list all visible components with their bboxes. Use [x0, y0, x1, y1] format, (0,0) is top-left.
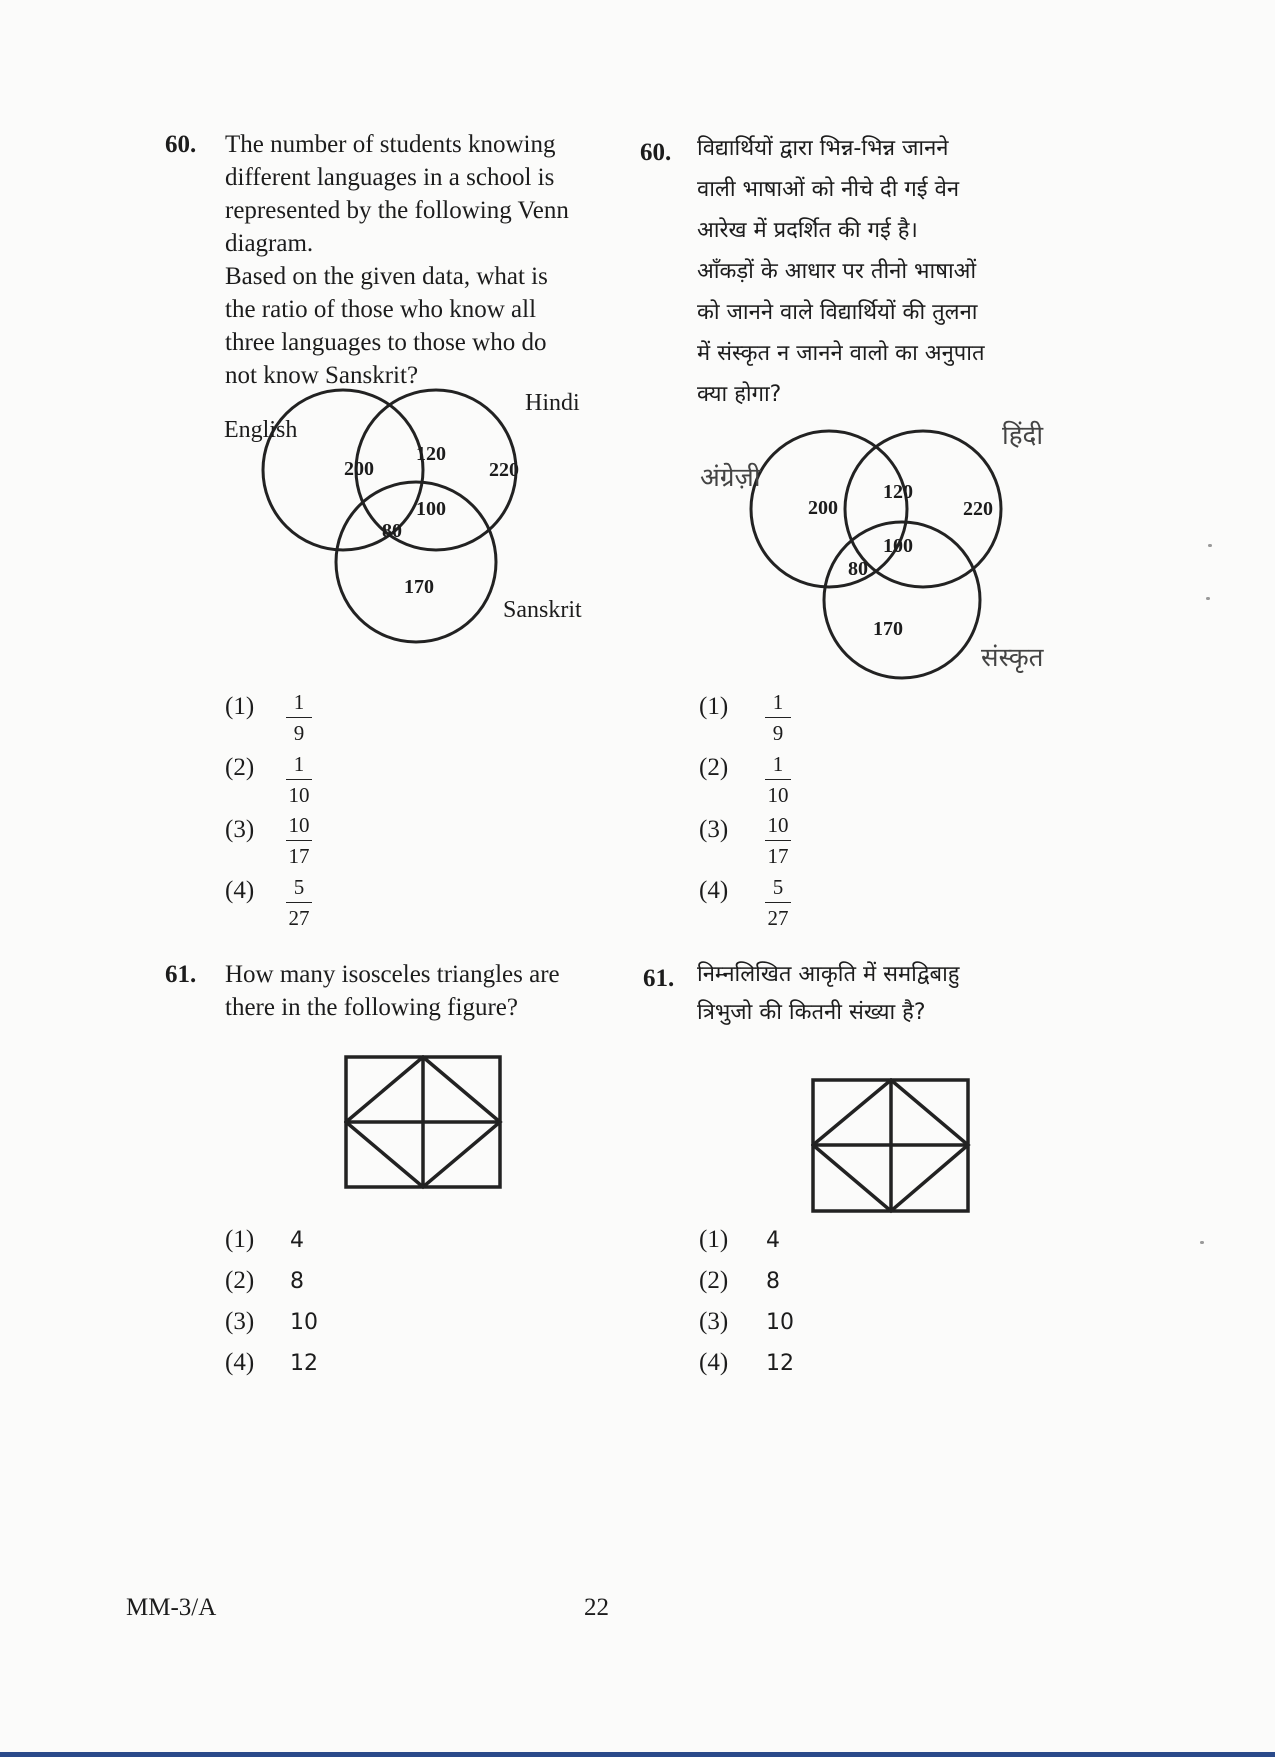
numerator: 5: [772, 875, 784, 899]
venn-value-english-only-hi: 200: [808, 497, 838, 519]
q60-hi-option-3-label: (3): [699, 816, 729, 843]
q60-en-line: Based on the given data, what is: [225, 263, 548, 290]
denominator: 10: [288, 783, 310, 807]
venn-value-all-three: 100: [416, 498, 446, 520]
q61-number-en: 61.: [165, 961, 197, 988]
q61-hi-option-2-value: 8: [766, 1269, 780, 1294]
q61-en-line: there in the following figure?: [225, 994, 518, 1021]
denominator: 10: [767, 783, 789, 807]
venn-value-english-sanskrit: 80: [382, 520, 402, 542]
numerator: 1: [772, 752, 784, 776]
q60-en-option-2-fraction: [286, 752, 312, 807]
denominator: 9: [293, 721, 305, 745]
q61-en-option-3-value: 10: [290, 1310, 318, 1335]
q61-text-en: [225, 958, 635, 1024]
venn-value-hindi-only-hi: 220: [963, 498, 993, 520]
q60-hi-line: विद्यार्थियों द्वारा भिन्न-भिन्न जानने: [697, 136, 949, 161]
q61-hi-option-3-label: (3): [699, 1308, 729, 1335]
q60-en-line: represented by the following Venn: [225, 197, 569, 224]
q60-hi-option-1-label: (1): [699, 693, 729, 720]
q60-en-line: different languages in a school is: [225, 164, 555, 191]
q61-hi-option-2-label: (2): [699, 1267, 729, 1294]
denominator: 17: [767, 844, 789, 868]
q60-number-en: 60.: [165, 131, 197, 158]
q61-en-option-1-label: (1): [225, 1226, 255, 1253]
q61-hi-option-4-label: (4): [699, 1349, 729, 1376]
numerator: 1: [293, 690, 305, 714]
denominator: 17: [288, 844, 310, 868]
numerator: 1: [293, 752, 305, 776]
venn-value-all-three-hi: 100: [883, 535, 913, 557]
q60-en-option-3-fraction: [286, 813, 312, 868]
venn-diagram-en: [200, 385, 620, 665]
venn-value-hindi-only: 220: [489, 459, 519, 481]
venn-label-sanskrit-hi: संस्कृत: [981, 643, 1044, 673]
numerator: 5: [293, 875, 305, 899]
q61-en-option-4-label: (4): [225, 1349, 255, 1376]
q60-hi-option-2-fraction: [765, 752, 791, 807]
q61-hi-option-1-label: (1): [699, 1226, 729, 1253]
q60-en-line: the ratio of those who know all: [225, 296, 537, 323]
q60-en-line: not know Sanskrit?: [225, 362, 419, 389]
scan-edge: [0, 1752, 1275, 1757]
q61-en-option-2-value: 8: [290, 1269, 304, 1294]
denominator: 27: [288, 906, 310, 930]
q60-en-option-1-label: (1): [225, 693, 255, 720]
venn-value-english-hindi-hi: 120: [883, 481, 913, 503]
venn-value-english-hindi: 120: [416, 443, 446, 465]
q61-en-line: How many isosceles triangles are: [225, 961, 560, 988]
venn-value-sanskrit-only-hi: 170: [873, 618, 903, 640]
q60-hi-option-4-label: (4): [699, 877, 729, 904]
q60-hi-line: आरेख में प्रदर्शित की गई है।: [697, 218, 918, 243]
q60-en-line: three languages to those who do: [225, 329, 547, 356]
q61-hi-option-1-value: 4: [766, 1228, 780, 1253]
venn-value-english-only: 200: [344, 458, 374, 480]
venn-label-english: English: [224, 417, 298, 443]
venn-diagram-hi: [690, 420, 1090, 690]
q60-hi-option-4-fraction: [765, 875, 791, 930]
denominator: 9: [772, 721, 784, 745]
q60-en-line: The number of students knowing: [225, 131, 556, 158]
q60-number-hi: 60.: [640, 139, 672, 166]
numerator: 10: [767, 813, 789, 837]
q61-en-option-1-value: 4: [290, 1228, 304, 1253]
q60-en-line: diagram.: [225, 230, 314, 257]
triangle-figure-hi: [811, 1078, 971, 1215]
q61-en-option-4-value: 12: [290, 1351, 318, 1376]
numerator: 1: [772, 690, 784, 714]
q61-en-option-3-label: (3): [225, 1308, 255, 1335]
q60-text-hi: [697, 128, 1117, 415]
q61-hi-line: निम्नलिखित आकृति में समद्विबाहु: [697, 962, 960, 987]
venn-label-sanskrit: Sanskrit: [503, 597, 582, 623]
q61-hi-option-3-value: 10: [766, 1310, 794, 1335]
q61-hi-option-4-value: 12: [766, 1351, 794, 1376]
q60-text-en: [225, 128, 635, 392]
q60-hi-line: आँकड़ों के आधार पर तीनो भाषाओं: [697, 259, 977, 284]
q61-hi-line: त्रिभुजो की कितनी संख्या है?: [697, 1000, 926, 1025]
page-number: 22: [584, 1594, 609, 1621]
denominator: 27: [767, 906, 789, 930]
q60-en-option-4-label: (4): [225, 877, 255, 904]
numerator: 10: [288, 813, 310, 837]
venn-label-hindi-hi: हिंदी: [1002, 421, 1044, 451]
q60-en-option-4-fraction: [286, 875, 312, 930]
q60-en-option-3-label: (3): [225, 816, 255, 843]
scan-speck: [1200, 1241, 1204, 1244]
venn-value-sanskrit-only: 170: [404, 576, 434, 598]
q61-text-hi: [697, 956, 1117, 1032]
scan-speck: [1208, 544, 1212, 547]
venn-value-english-sanskrit-hi: 80: [848, 558, 868, 580]
q60-en-option-1-fraction: [286, 690, 312, 745]
q60-hi-line: को जानने वाले विद्यार्थियों की तुलना: [697, 300, 978, 325]
q60-en-option-2-label: (2): [225, 754, 255, 781]
paper-code: MM-3/A: [126, 1594, 217, 1621]
q60-hi-option-3-fraction: [765, 813, 791, 868]
q60-hi-line: वाली भाषाओं को नीचे दी गई वेन: [697, 177, 960, 202]
scan-speck: [1206, 597, 1210, 600]
q60-hi-line: क्या होगा?: [697, 382, 782, 407]
q60-hi-line: में संस्कृत न जानने वालो का अनुपात: [697, 341, 985, 366]
q60-hi-option-1-fraction: [765, 690, 791, 745]
q61-en-option-2-label: (2): [225, 1267, 255, 1294]
venn-label-angrezi: अंग्रेज़ी: [700, 463, 761, 493]
q61-number-hi: 61.: [643, 965, 675, 992]
q60-hi-option-2-label: (2): [699, 754, 729, 781]
triangle-figure-en: [344, 1055, 504, 1192]
venn-label-hindi: Hindi: [525, 390, 580, 416]
